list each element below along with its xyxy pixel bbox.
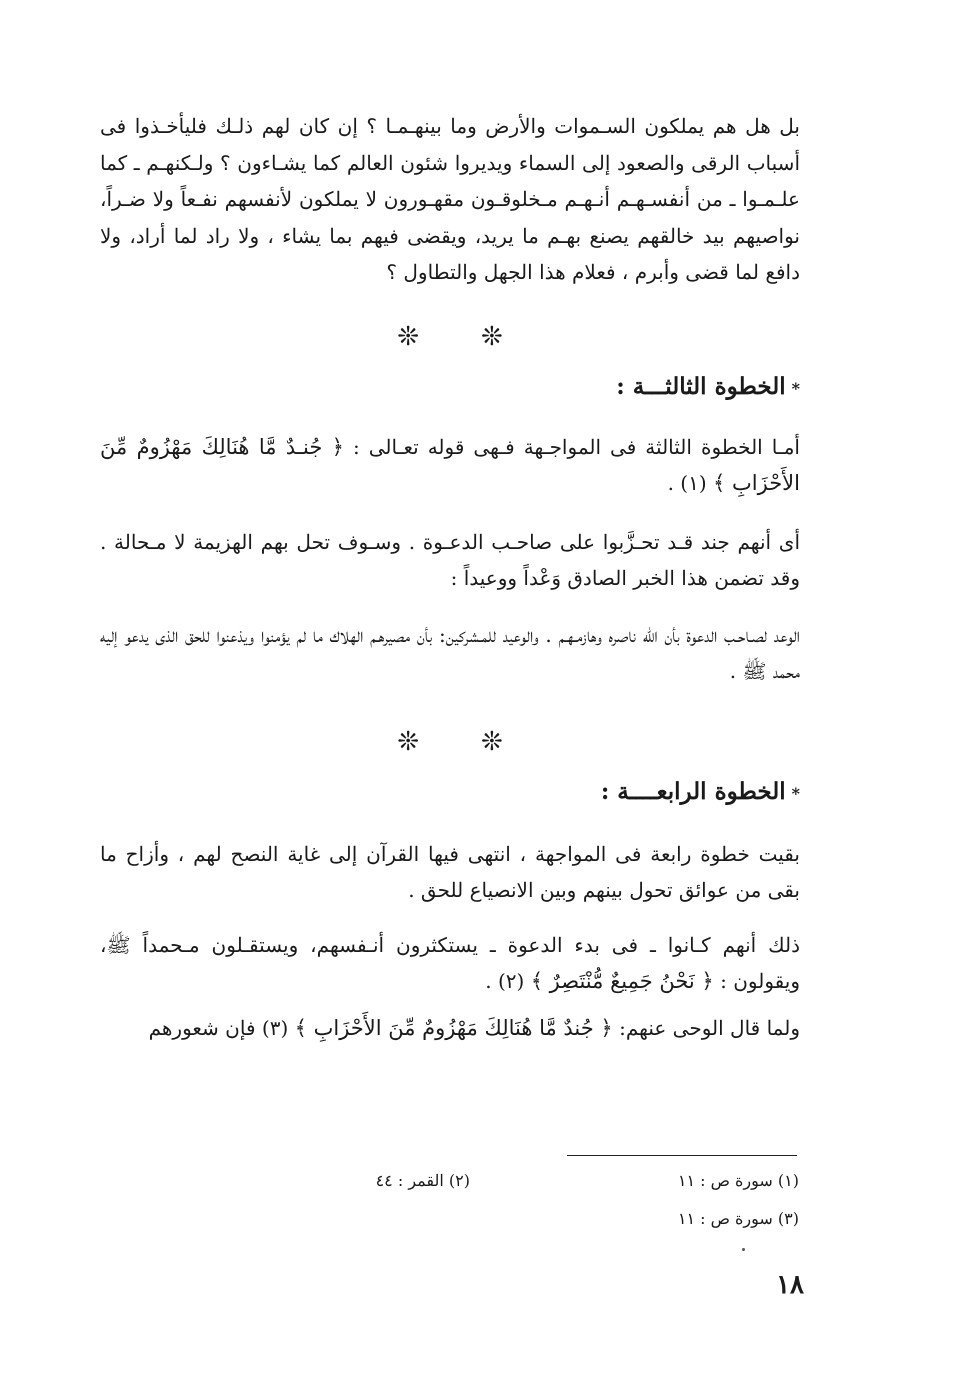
footnote-3: (٣) سورة ص : ١١ [677,1209,799,1228]
heading-marker: * [791,378,800,398]
page-number: ١٨ [776,1270,804,1300]
heading-third-step-label: الخطوة الثالثـــة : [616,372,786,400]
paragraph-6-intro: ذلك أنهم كـانوا ـ فى بدء الدعوة ـ يستكثرون أنـفسهم، ويستقـلون مـحمداً ﷺ، ويقولون : [100,932,800,993]
quran-verse-3: ﴿ جُندٌ مَّا هُنَالِكَ مَهْزُومٌ مِّنَ الأَحْزَابِ ﴾ [294,1015,613,1040]
paragraph-3: أى أنهم جند قـد تحـزَّبوا على صاحـب الدعـوة . وسـوف تحل بهم الهزيمة لا مـحالة . وقد تضمن هذا الخبر الصادق وَعْداً ووعيداً : [100,529,800,590]
quran-verse-1: ﴿ جُنـدٌ مَّا هُنَالِكَ مَهْزُومٌ مِّنَ الأَحْزَابِ ﴾ [100,434,800,495]
asterism-icon: ❊ [481,726,503,757]
asterism-icon: ❊ [397,321,419,352]
section-separator-2 [100,722,800,762]
paragraph-7-tail: (٣) فإن شعورهم [148,1015,289,1040]
paragraph-2 [100,429,800,502]
heading-fourth-step-label: الخطوة الرابعــــة : [600,777,786,805]
footnote-1: (١) سورة ص : ١١ [677,1171,799,1190]
heading-third-step [100,367,800,409]
paragraph-7-intro: ولما قال الوحى عنهم: [619,1015,800,1040]
asterism-icon: ❊ [397,726,419,757]
quran-verse-2: ﴿ نَحْنُ جَمِيعٌ مُّنْتَصِرٌ ﴾ [530,969,714,993]
paragraph-1: بل هل هم يملكون السـموات والأرض وما بينهـمـا ؟ إن كان لهم ذلـك فليأخـذوا فى أسباب الرقى والصعود إلى السماء ويديروا شئون العالم كما يشـاءون ؟ ولـكنهـم ـ كما علـمـوا ـ من أنفسـهـم أنـهـم مـخلوقـون مقهـورون لا يملكون لأنفسهم نفـعاً ولا ضـراً، نواصيهم بيد خالقهم يصنع بهـم ما يريد، ويقضى فيهم بما يشاء ، ولا راد لما أراد، ولا دافع لما قضى وأبرم ، فعلام هذا الجهل والتطاول ؟ [100,114,800,284]
asterism-icon: ❊ [481,321,503,352]
paragraph-5: بقيت خطوة رابعة فى المواجهة ، انتهى فيها القرآن إلى غاية النصح لهم ، وأزاح ما بقى من عوائق تحول بينهم وبين الانصياع للحق . [100,841,800,902]
footnote-divider [567,1155,797,1156]
paragraph-6 [100,927,800,1000]
paragraph-4: الوعد لصـاحـب الدعوة بأن الله ناصره وهازمـهـم . والوعيد للمـشركين: بأن مصيرهـم الهلاك ما لم يؤمنوا ويذعنوا للحق الذى يدعو إليه محمد ﷺ . [100,622,800,683]
speck [742,1248,745,1251]
footnote-ref-2: (٢) . [485,969,525,993]
heading-fourth-step [100,772,800,814]
heading-marker: * [791,783,800,803]
footnote-2: (٢) القمر : ٤٤ [375,1171,470,1190]
section-separator-1 [100,317,800,357]
paragraph-2-intro: أمـا الخطوة الثالثة فى المواجـهة فـهى قوله تعـالى : [352,434,800,459]
page-body [100,100,800,1046]
paragraph-7 [100,1010,800,1047]
footnote-ref-1: (١) . [667,471,707,495]
